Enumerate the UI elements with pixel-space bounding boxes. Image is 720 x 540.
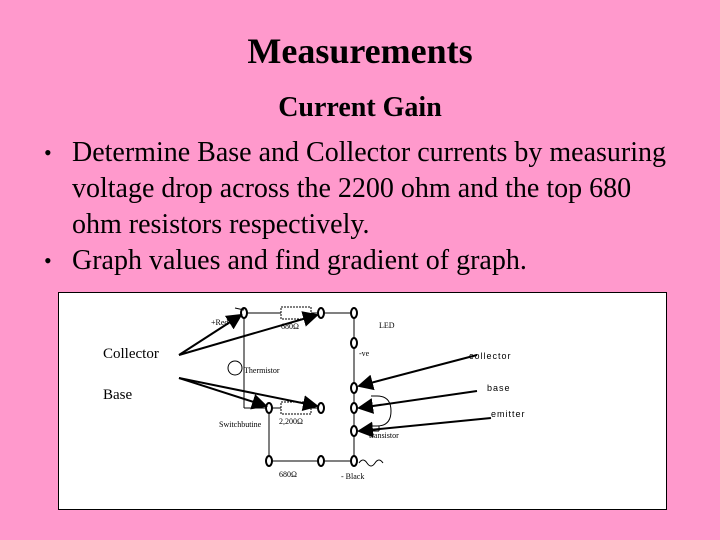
base-label: Base [103, 387, 133, 403]
minus-ve-label: -ve [359, 349, 370, 358]
transistor-symbol [371, 396, 391, 426]
resistor-680-bottom-label: 680Ω [279, 470, 297, 479]
resistor-680-top-label: 680Ω [281, 322, 299, 331]
circuit-diagram [58, 292, 667, 510]
squiggle-lead [359, 460, 383, 466]
resistor-2200-label: 2,200Ω [279, 417, 303, 426]
circuit-wires [244, 313, 379, 461]
thermistor-symbol [228, 361, 242, 375]
slide-title: Measurements [247, 31, 473, 71]
bullet-item [40, 135, 680, 243]
circuit-svg [59, 293, 666, 509]
emitter-label: emitter [491, 409, 526, 419]
led-label: LED [379, 321, 395, 330]
base-small-label: base [487, 383, 511, 393]
transistor-label: transistor [369, 431, 399, 440]
switch-label: Switchbutine [219, 420, 262, 429]
black-lead-label: - Black [341, 472, 365, 481]
bullet-list [40, 135, 680, 279]
slide-subtitle: Current Gain [278, 92, 442, 123]
bullet-text: Determine Base and Collector currents by measuring voltage drop across the 2200 ohm and the top 680 ohm resistors respectively. [72, 137, 667, 240]
pointer-arrows [179, 315, 491, 431]
plus-red-label: +Red [211, 318, 229, 327]
bullet-item [40, 243, 680, 279]
thermistor-label: Thermistor [244, 366, 280, 375]
collector-small-label: collector [469, 351, 512, 361]
bullet-icon: • [44, 140, 52, 165]
circuit-components [228, 307, 391, 466]
bullet-text: Graph values and find gradient of graph. [72, 245, 527, 276]
collector-label: Collector [103, 346, 159, 362]
bullet-icon: • [44, 248, 52, 273]
